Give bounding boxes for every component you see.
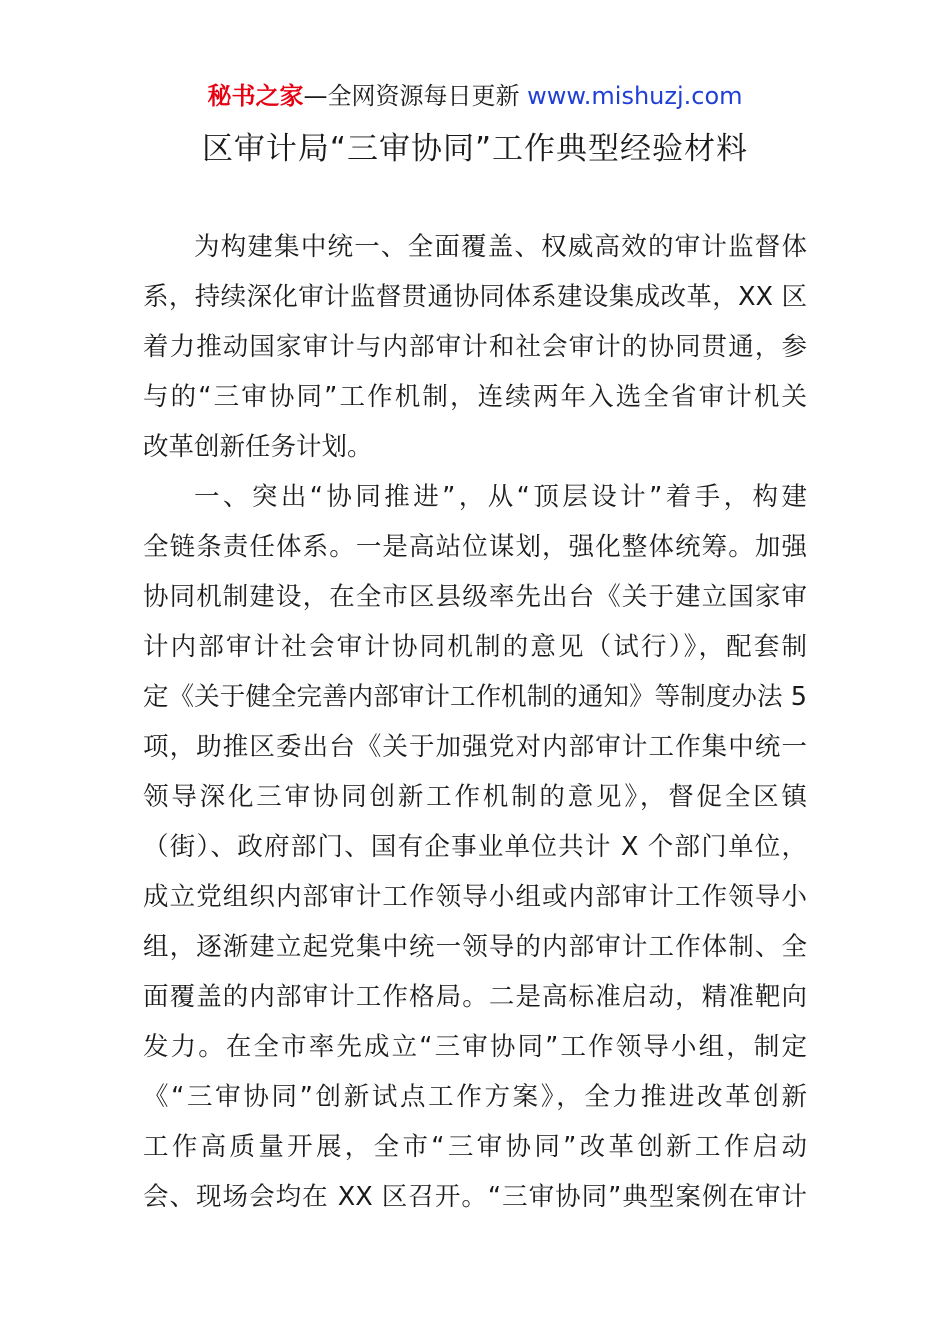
body-line: 为构建集中统一、全面覆盖、权威高效的审计监督体 (194, 232, 807, 262)
site-tagline: —全网资源每日更新 (303, 82, 528, 110)
body-line: 一、突出“协同推进”，从“顶层设计”着手，构建 (194, 482, 807, 512)
body-line: 会、现场会均在 XX 区召开。“三审协同”典型案例在审计 (143, 1182, 807, 1212)
document-title: 区审计局“三审协同”工作典型经验材料 (201, 131, 749, 167)
body-line: 工作高质量开展，全市“三审协同”改革创新工作启动 (143, 1132, 807, 1162)
site-brand: 秘书之家 (207, 82, 304, 110)
body-line: 面覆盖的内部审计工作格局。二是高标准启动，精准靶向 (143, 982, 807, 1012)
body-line: 改革创新任务计划。 (143, 432, 373, 462)
body-line: （街）、政府部门、国有企事业单位共计 X 个部门单位， (143, 832, 807, 862)
body-line: 领导深化三审协同创新工作机制的意见》，督促全区镇 (143, 782, 807, 812)
body-line: 发力。在全市率先成立“三审协同”工作领导小组，制定 (143, 1032, 807, 1062)
body-line: 成立党组织内部审计工作领导小组或内部审计工作领导小 (143, 882, 807, 912)
site-header (0, 80, 950, 112)
body-line: 着力推动国家审计与内部审计和社会审计的协同贯通，参 (143, 332, 807, 362)
site-url-link[interactable]: www.mishuzj.com (527, 82, 743, 110)
body-line: 全链条责任体系。一是高站位谋划，强化整体统筹。加强 (143, 532, 807, 562)
body-line: 系，持续深化审计监督贯通协同体系建设集成改革，XX 区 (143, 282, 807, 312)
body-line: 《“三审协同”创新试点工作方案》，全力推进改革创新 (143, 1082, 807, 1112)
body-line: 定《关于健全完善内部审计工作机制的通知》等制度办法 5 (143, 682, 807, 712)
body-line: 项，助推区委出台《关于加强党对内部审计工作集中统一 (143, 732, 807, 762)
body-line: 组，逐渐建立起党集中统一领导的内部审计工作体制、全 (143, 932, 807, 962)
body-line: 与的“三审协同”工作机制，连续两年入选全省审计机关 (143, 382, 807, 412)
body-line: 协同机制建设，在全市区县级率先出台《关于建立国家审 (143, 582, 807, 612)
body-line: 计内部审计社会审计协同机制的意见（试行）》，配套制 (143, 632, 807, 662)
document-body (143, 222, 807, 1222)
